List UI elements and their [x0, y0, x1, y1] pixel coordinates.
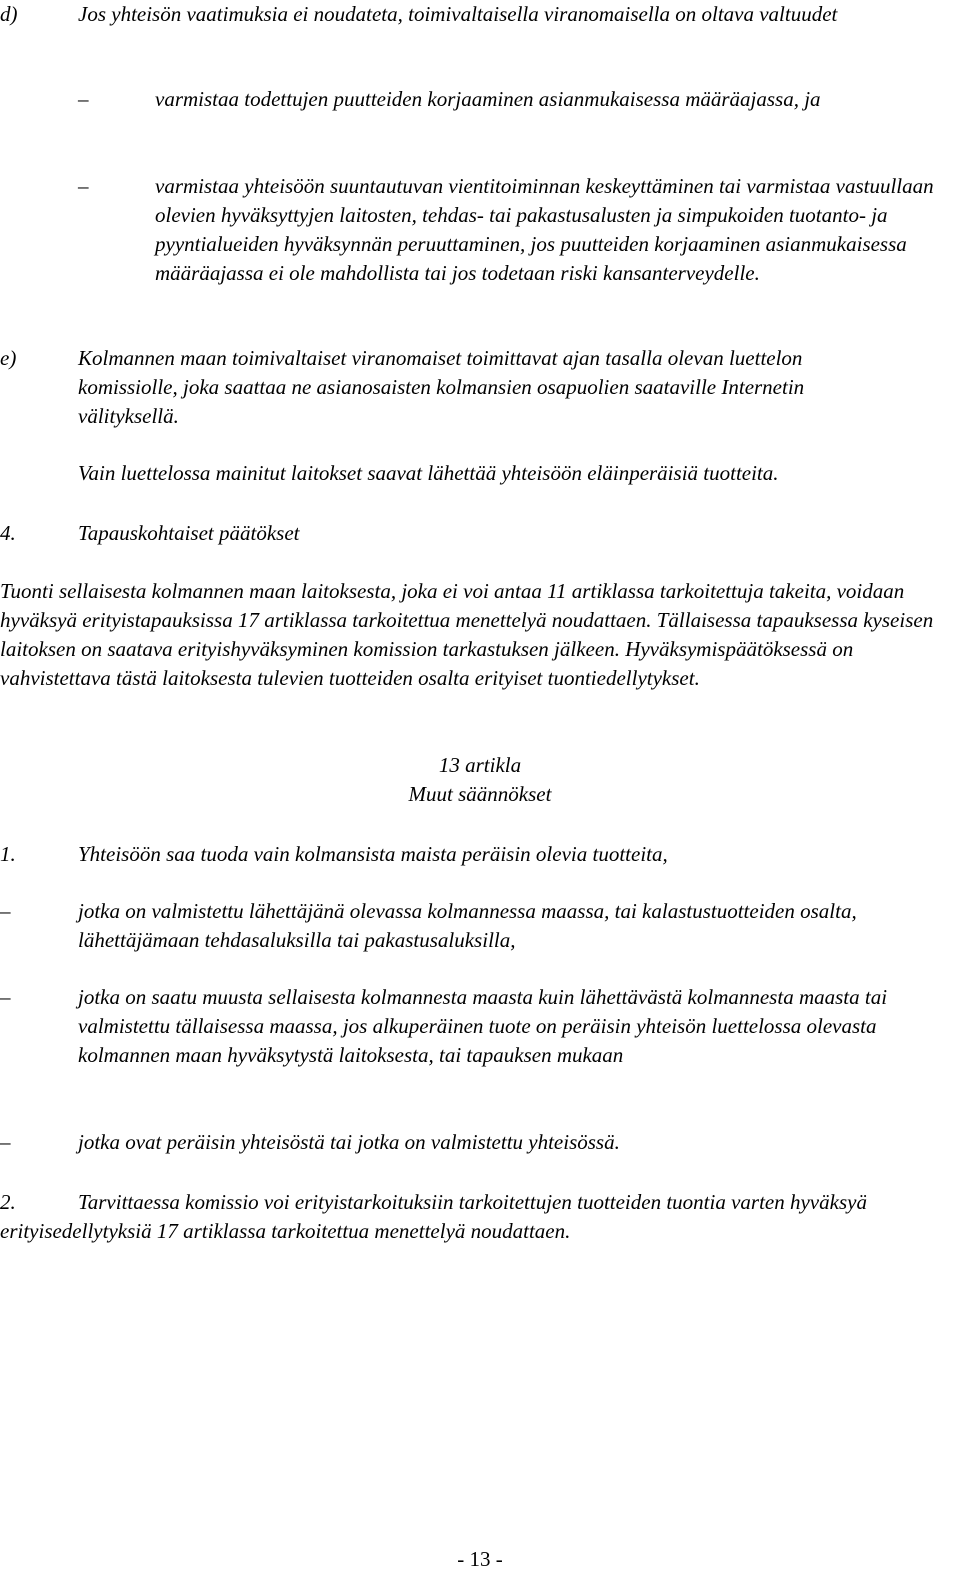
section-d-text: Jos yhteisön vaatimuksia ei noudateta, toimivaltaisella viranomaisella on oltava valtuudet — [78, 2, 838, 26]
section-d-bullet-1: varmistaa todettujen puutteiden korjaaminen asianmukaisessa määräajassa, ja — [155, 87, 821, 111]
section-e-note: Vain luettelossa mainitut laitokset saavat lähettää yhteisöön eläinperäisiä tuotteita. — [78, 461, 779, 485]
point-1-text: Yhteisöön saa tuoda vain kolmansista maista peräisin olevia tuotteita, — [78, 842, 668, 866]
section-d-bullet-2: varmistaa yhteisöön suuntautuvan vientitoiminnan keskeyttäminen tai varmistaa vastuullaan olevien hyväksyttyjen laitosten, tehdas- tai pakastusalusten ja simpukoiden tuotanto- ja pyyntialueiden hyväksynnän peruuttaminen, jos puutteiden korjaaminen asianmukaisessa määräajassa ei ole mahdollista tai jos todetaan riski kansanterveydelle. — [155, 174, 934, 285]
bullet-dash: – — [78, 174, 89, 198]
bullet-dash: – — [0, 899, 11, 923]
point-2-paragraph — [0, 1188, 955, 1246]
bullet-dash: – — [78, 87, 89, 111]
section-e-label: e) — [0, 346, 17, 370]
point-1-bullet-1: jotka on valmistettu lähettäjänä olevassa kolmannessa maassa, tai kalastustuotteiden osalta, lähettäjämaan tehdasaluksilla tai pakastusaluksilla, — [78, 899, 857, 952]
page-number: - 13 - — [457, 1547, 503, 1571]
point-2-number: 2. — [0, 1190, 16, 1214]
section-4-paragraph: Tuonti sellaisesta kolmannen maan laitoksesta, joka ei voi antaa 11 artiklassa tarkoitettuja takeita, voidaan hyväksyä erityistapauksissa 17 artiklassa tarkoitettua menettelyä noudattaen. Tällaisessa tapauksessa kyseisen laitoksen on saatava erityishyväksyminen komission tarkastuksen jälkeen. Hyväksymispäätöksessä on vahvistettava tästä laitoksesta tulevien tuotteiden osalta erityiset tuontiedellytykset. — [0, 579, 934, 690]
section-4-number: 4. — [0, 521, 16, 545]
point-2-text: Tarvittaessa komissio voi erityistarkoituksiin tarkoitettujen tuotteiden tuontia varten hyväksyä erityisedellytyksiä 17 artiklassa tarkoitettua menettelyä noudattaen. — [0, 1190, 867, 1243]
section-e-text: Kolmannen maan toimivaltaiset viranomaiset toimittavat ajan tasalla olevan luettelon komissiolle, joka saattaa ne asianosaisten kolmansien osapuolien saataville Internetin välityksellä. — [78, 346, 805, 428]
point-1-bullet-3: jotka ovat peräisin yhteisöstä tai jotka on valmistettu yhteisössä. — [78, 1130, 620, 1154]
section-4-heading: Tapauskohtaiset päätökset — [78, 521, 300, 545]
point-1-bullet-2: jotka on saatu muusta sellaisesta kolmannesta maasta kuin lähettävästä kolmannesta maasta tai valmistettu tällaisessa maassa, jos alkuperäinen tuote on peräisin yhteisön luettelossa olevasta kolmannen maan hyväksytystä laitoksesta, tai tapauksen mukaan — [78, 985, 888, 1067]
bullet-dash: – — [0, 1130, 11, 1154]
bullet-dash: – — [0, 985, 11, 1009]
article-title: Muut säännökset — [408, 782, 552, 806]
point-1-number: 1. — [0, 842, 16, 866]
section-d-label: d) — [0, 2, 18, 26]
article-number: 13 artikla — [438, 753, 522, 777]
